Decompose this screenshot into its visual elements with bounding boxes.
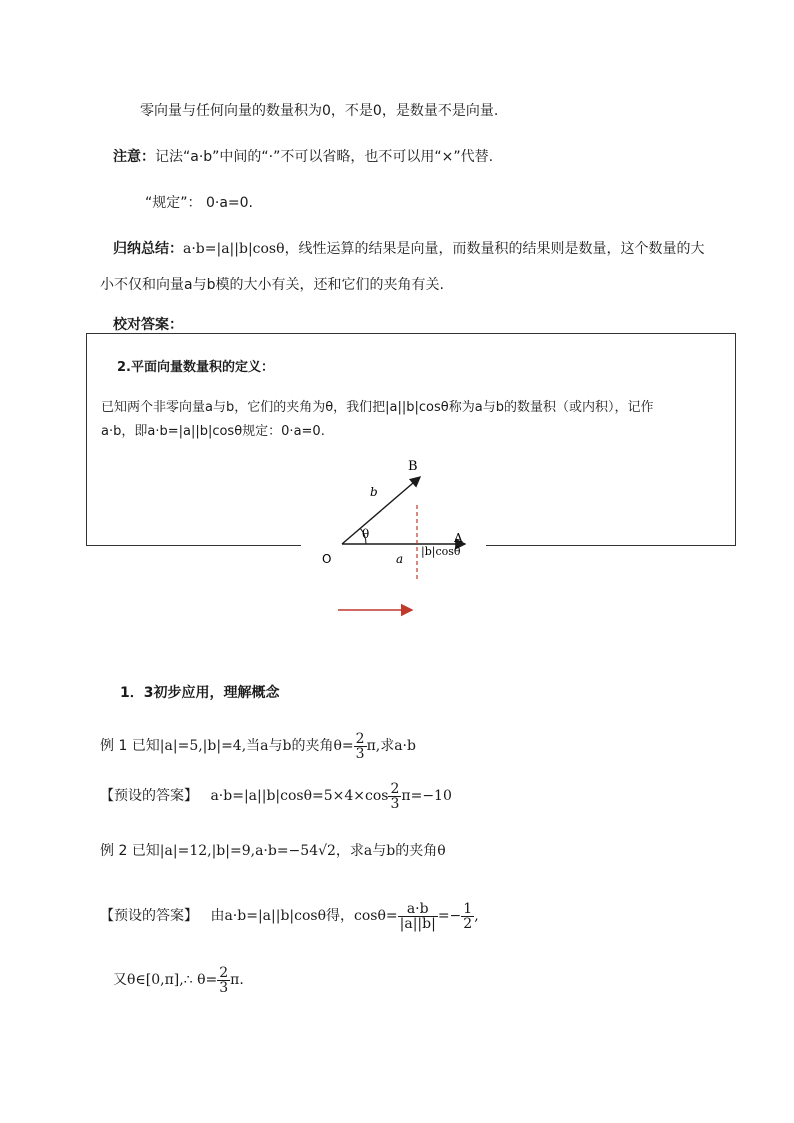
fraction-numerator: 1: [463, 900, 473, 917]
fraction-numerator: 2: [390, 780, 400, 797]
check-answer-label: 校对答案：: [113, 317, 183, 333]
summary-line-2: 小不仅和向量a与b模的大小有关，还和它们的夹角有关.: [100, 277, 444, 293]
fraction-denominator: 3: [390, 795, 400, 812]
box-border-right: [486, 545, 735, 546]
final-text-b: π.: [230, 972, 244, 988]
fraction-denominator: 3: [219, 979, 229, 996]
example-1-text-b: π,求a·b: [366, 738, 416, 754]
example-1: [100, 728, 416, 764]
point-B-label: B: [408, 459, 418, 474]
fraction-denominator: 2: [463, 915, 473, 932]
example-1-text-a: 已知|a|=5,|b|=4,当a与b的夹角θ=: [131, 738, 354, 754]
theta-label: θ: [362, 527, 370, 541]
example-2-text: 已知|a|=12,|b|=9,a·b=−54√2，求a与b的夹角θ: [131, 843, 446, 859]
vector-a-label: a: [396, 552, 404, 566]
answer-2-comma: ,: [474, 908, 479, 924]
example-2-label: 例 2: [100, 843, 128, 859]
note-text: 记法“a·b”中间的“·”不可以省略，也不可以用“×”代替.: [155, 149, 494, 165]
vector-b-label: b: [370, 485, 378, 499]
final-line: [113, 962, 244, 998]
box-definition-line-2: a·b，即a·b=|a||b|cosθ规定：0·a=0.: [101, 424, 325, 439]
summary-text: ，线性运算的结果是向量，而数量积的结果则是数量，这个数量的大: [284, 241, 705, 257]
box-definition-line-1: 已知两个非零向量a与b，它们的夹角为θ，我们把|a||b|cosθ称为a与b的数量积（或内积），记作: [101, 400, 654, 415]
point-A-label: A: [454, 531, 463, 545]
point-O-label: O: [322, 552, 332, 566]
note-line: [113, 146, 493, 166]
fraction-denominator: |a||b|: [399, 915, 436, 932]
rule-line: “规定”： 0·a=0.: [145, 195, 253, 211]
answer-1-label: 【预设的答案】: [100, 788, 198, 804]
answer-2-fraction: [398, 902, 438, 931]
answer-2-text-a: 由a·b=|a||b|cosθ得，cosθ=: [210, 908, 398, 924]
answer-2-equals: =−: [437, 908, 462, 924]
answer-2: [100, 896, 479, 936]
answer-2-label: 【预设的答案】: [100, 908, 198, 924]
vector-diagram: [300, 450, 500, 630]
answer-1-text-a: a·b=|a||b|cosθ=5×4×cos: [210, 788, 389, 804]
section-title: 1．3初步应用，理解概念: [120, 685, 280, 701]
summary-line: [113, 238, 705, 258]
fraction-numerator: a·b: [398, 902, 438, 917]
summary-formula: a·b=|a||b|cosθ: [183, 241, 285, 257]
example-1-label: 例 1: [100, 738, 128, 754]
answer-1-text-b: π=−10: [401, 788, 452, 804]
answer-1-fraction: [388, 782, 401, 811]
final-text-a: 又θ∈[0,π],∴ θ=: [113, 972, 218, 988]
projection-label: |b|cosθ: [421, 545, 461, 558]
para-zero-vector: 零向量与任何向量的数量积为0，不是0，是数量不是向量.: [140, 103, 499, 119]
summary-label: 归纳总结：: [113, 241, 183, 257]
answer-2-fraction-2: [461, 902, 474, 931]
box-title: 2.平面向量数量积的定义：: [117, 360, 274, 375]
note-label: 注意：: [113, 149, 155, 165]
example-2: [100, 840, 446, 860]
answer-1: [100, 778, 452, 814]
vector-b-arrow: [342, 477, 420, 544]
fraction-numerator: 2: [219, 964, 229, 981]
fraction-denominator: 3: [355, 745, 365, 762]
final-fraction: [217, 966, 230, 995]
example-1-fraction: [354, 732, 367, 761]
box-border-left: [86, 545, 301, 546]
fraction-numerator: 2: [355, 730, 365, 747]
